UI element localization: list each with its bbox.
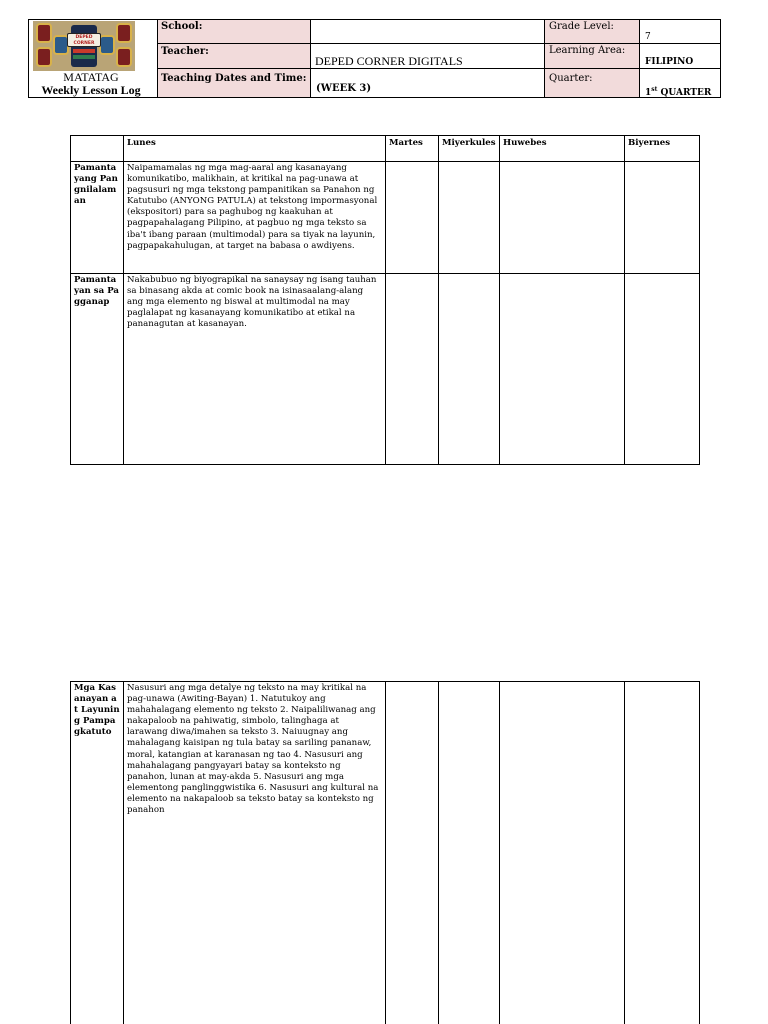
table-row — [71, 682, 700, 1024]
deped-corner-logo: DEPED CORNER — [33, 21, 135, 71]
header-divider — [157, 43, 721, 44]
dates-value: (WEEK 3) — [316, 83, 372, 94]
quarter-value: 1st QUARTER — [645, 86, 712, 98]
biyernes-cell — [625, 274, 700, 465]
header-divider — [157, 68, 721, 69]
brand-name: MATATAG — [63, 70, 119, 84]
teacher-value: DEPED CORNER DIGITALS — [315, 54, 463, 68]
martes-cell — [386, 162, 439, 274]
column-header-biyernes: Biyernes — [625, 136, 700, 162]
area-value: FILIPINO — [645, 57, 694, 67]
column-header-blank — [71, 136, 124, 162]
martes-cell — [386, 682, 439, 1024]
header-divider — [310, 19, 311, 98]
column-header-lunes: Lunes — [124, 136, 386, 162]
grade-label: Grade Level: — [549, 21, 614, 32]
martes-cell — [386, 274, 439, 465]
lunes-cell: Nasusuri ang mga detalye ng teksto na may kritikal na pag-unawa (Awiting-Bayan) 1. Natutukoy ang mahahalagang elemento ng teksto 2. Naipaliliwanag ang nakapaloob na pahiwatig, simbolo, talinghaga at larawang diwa/imahen sa teksto 3. Naiuugnay ang mahalagang kaisipan ng tula batay sa sariling pananaw, moral, katangian at karanasan ng tao 4. Nasusuri ang mahahalagang pangyayari batay sa konteksto ng panahon, lunan at may-akda 5. Nasusuri ang mga elementong panglinggwistika 6. Nasusuri ang kultural na elemento na nakapaloob sa teksto batay sa konteksto ng panahon — [124, 682, 386, 1024]
row-header-performance-standard: Pamantayan sa Pagganap — [71, 274, 124, 465]
miyerkules-cell — [439, 274, 500, 465]
table-row — [71, 162, 700, 274]
column-header-huwebes: Huwebes — [500, 136, 625, 162]
quarter-label: Quarter: — [549, 73, 593, 84]
learning-competencies-table — [70, 681, 700, 1024]
header-divider — [639, 19, 640, 98]
biyernes-cell — [625, 682, 700, 1024]
header-divider — [544, 19, 545, 98]
huwebes-cell — [500, 274, 625, 465]
header-divider — [157, 19, 158, 98]
school-label: School: — [161, 21, 203, 32]
column-header-martes: Martes — [386, 136, 439, 162]
table-header-row — [71, 136, 700, 162]
huwebes-cell — [500, 162, 625, 274]
teacher-label: Teacher: — [161, 46, 209, 57]
huwebes-cell — [500, 682, 625, 1024]
lunes-cell: Nakabubuo ng biyograpikal na sanaysay ng isang tauhan sa binasang akda at comic book na isinasaalang-alang ang mga elemento ng biswal at multimodal na may paglalapat ng kasanayang komunikatibo at etikal na pananagutan at kasanayan. — [124, 274, 386, 465]
row-header-content-standard: Pamantayang Pangnilalaman — [71, 162, 124, 274]
document-subtitle: Weekly Lesson Log — [41, 83, 141, 97]
dates-label: Teaching Dates and Time: — [161, 73, 307, 84]
area-label: Learning Area: — [549, 45, 626, 56]
row-header-learning-competencies: Mga Kasanayan at Layunin g Pampagkatuto — [71, 682, 124, 1024]
column-header-miyerkules: Miyerkules — [439, 136, 500, 162]
lunes-cell: Naipamamalas ng mga mag-aaral ang kasanayang komunikatibo, malikhain, at kritikal na pag-unawa at pagsusuri ng mga tekstong pampanitikan sa Panahon ng Katutubo (ANYONG PATULA) at tekstong impormasyonal (ekspositori) para sa paghubog ng kaakuhan at pagpapahalagang Pilipino, at pagbuo ng mga teksto sa iba't ibang paraan (multimodal) para sa tiyak na layunin, pagpapakahulugan, at target na babasa o awdiyens. — [124, 162, 386, 274]
weekly-plan-table — [70, 135, 700, 465]
table-row — [71, 274, 700, 465]
miyerkules-cell — [439, 162, 500, 274]
grade-value: 7 — [645, 32, 651, 42]
biyernes-cell — [625, 162, 700, 274]
miyerkules-cell — [439, 682, 500, 1024]
